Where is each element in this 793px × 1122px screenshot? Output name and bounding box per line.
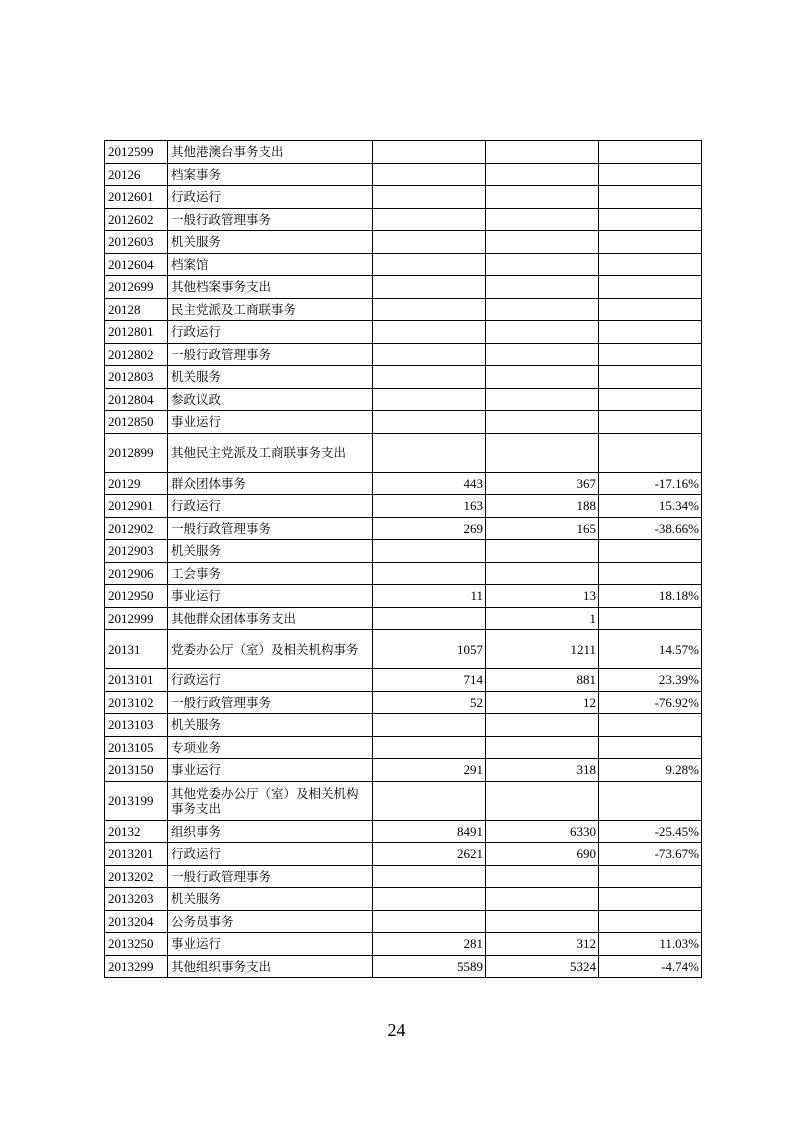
value-2020-cell — [486, 253, 599, 276]
value-2019-cell — [373, 781, 486, 820]
code-cell: 20131 — [105, 630, 168, 669]
name-cell: 其他民主党派及工商联事务支出 — [168, 433, 373, 472]
change-percent-cell — [599, 411, 702, 434]
value-2020-cell — [486, 343, 599, 366]
name-cell: 行政运行 — [168, 495, 373, 518]
name-cell: 档案馆 — [168, 253, 373, 276]
code-cell: 2013299 — [105, 955, 168, 978]
value-2020-cell — [486, 141, 599, 164]
table-row — [105, 433, 702, 472]
change-percent-cell — [599, 888, 702, 911]
code-cell: 2013105 — [105, 736, 168, 759]
code-cell: 2013201 — [105, 843, 168, 866]
change-percent-cell: -17.16% — [599, 472, 702, 495]
code-cell: 2012902 — [105, 517, 168, 540]
value-2020-cell: 367 — [486, 472, 599, 495]
name-cell: 一般行政管理事务 — [168, 691, 373, 714]
value-2019-cell — [373, 253, 486, 276]
name-cell: 事业运行 — [168, 585, 373, 608]
table-row — [105, 298, 702, 321]
change-percent-cell: -4.74% — [599, 955, 702, 978]
code-cell: 2012604 — [105, 253, 168, 276]
value-2019-cell — [373, 186, 486, 209]
value-2020-cell — [486, 562, 599, 585]
change-percent-cell — [599, 781, 702, 820]
change-percent-cell — [599, 321, 702, 344]
value-2020-cell — [486, 411, 599, 434]
table-row — [105, 388, 702, 411]
name-cell: 事业运行 — [168, 411, 373, 434]
value-2019-cell — [373, 208, 486, 231]
value-2019-cell: 269 — [373, 517, 486, 540]
table-row — [105, 691, 702, 714]
table-row — [105, 366, 702, 389]
value-2020-cell — [486, 781, 599, 820]
value-2019-cell: 8491 — [373, 820, 486, 843]
table-body — [105, 141, 702, 978]
code-cell: 2012901 — [105, 495, 168, 518]
change-percent-cell: 9.28% — [599, 759, 702, 782]
name-cell: 机关服务 — [168, 540, 373, 563]
name-cell: 机关服务 — [168, 714, 373, 737]
code-cell: 2012899 — [105, 433, 168, 472]
value-2019-cell: 163 — [373, 495, 486, 518]
value-2020-cell: 881 — [486, 669, 599, 692]
value-2019-cell: 443 — [373, 472, 486, 495]
code-cell: 2013199 — [105, 781, 168, 820]
code-cell: 20126 — [105, 163, 168, 186]
name-cell: 行政运行 — [168, 186, 373, 209]
table-row — [105, 163, 702, 186]
value-2019-cell — [373, 736, 486, 759]
value-2019-cell: 281 — [373, 933, 486, 956]
name-cell: 组织事务 — [168, 820, 373, 843]
name-cell: 行政运行 — [168, 843, 373, 866]
name-cell: 参政议政 — [168, 388, 373, 411]
code-cell: 2012906 — [105, 562, 168, 585]
value-2019-cell: 2621 — [373, 843, 486, 866]
name-cell: 事业运行 — [168, 933, 373, 956]
name-cell: 民主党派及工商联事务 — [168, 298, 373, 321]
change-percent-cell — [599, 388, 702, 411]
change-percent-cell: 23.39% — [599, 669, 702, 692]
name-cell: 其他档案事务支出 — [168, 276, 373, 299]
value-2019-cell: 714 — [373, 669, 486, 692]
change-percent-cell: -38.66% — [599, 517, 702, 540]
value-2020-cell — [486, 888, 599, 911]
change-percent-cell — [599, 714, 702, 737]
name-cell: 机关服务 — [168, 888, 373, 911]
table-row — [105, 343, 702, 366]
value-2020-cell: 165 — [486, 517, 599, 540]
table-row — [105, 208, 702, 231]
value-2019-cell: 5589 — [373, 955, 486, 978]
table-row — [105, 714, 702, 737]
code-cell: 20128 — [105, 298, 168, 321]
change-percent-cell — [599, 163, 702, 186]
value-2020-cell: 13 — [486, 585, 599, 608]
name-cell: 机关服务 — [168, 366, 373, 389]
change-percent-cell: 15.34% — [599, 495, 702, 518]
value-2019-cell — [373, 231, 486, 254]
value-2019-cell: 11 — [373, 585, 486, 608]
code-cell: 20132 — [105, 820, 168, 843]
change-percent-cell — [599, 562, 702, 585]
value-2019-cell — [373, 562, 486, 585]
code-cell: 2012804 — [105, 388, 168, 411]
value-2019-cell — [373, 141, 486, 164]
code-cell: 2012599 — [105, 141, 168, 164]
code-cell: 2012999 — [105, 607, 168, 630]
change-percent-cell: 18.18% — [599, 585, 702, 608]
value-2019-cell — [373, 276, 486, 299]
table-row — [105, 781, 702, 820]
table-row — [105, 955, 702, 978]
value-2019-cell — [373, 607, 486, 630]
table-row — [105, 933, 702, 956]
table-row — [105, 865, 702, 888]
name-cell: 工会事务 — [168, 562, 373, 585]
change-percent-cell — [599, 208, 702, 231]
table-row — [105, 562, 702, 585]
table-row — [105, 585, 702, 608]
change-percent-cell — [599, 343, 702, 366]
table-row — [105, 843, 702, 866]
name-cell: 行政运行 — [168, 321, 373, 344]
value-2019-cell — [373, 714, 486, 737]
table-row — [105, 276, 702, 299]
value-2019-cell — [373, 366, 486, 389]
name-cell: 群众团体事务 — [168, 472, 373, 495]
code-cell: 2013102 — [105, 691, 168, 714]
change-percent-cell — [599, 298, 702, 321]
value-2019-cell — [373, 910, 486, 933]
name-cell: 一般行政管理事务 — [168, 865, 373, 888]
value-2020-cell — [486, 910, 599, 933]
table-row — [105, 253, 702, 276]
value-2020-cell — [486, 163, 599, 186]
code-cell: 20129 — [105, 472, 168, 495]
table-row — [105, 910, 702, 933]
table-row — [105, 411, 702, 434]
table-row — [105, 888, 702, 911]
code-cell: 2013103 — [105, 714, 168, 737]
change-percent-cell: -76.92% — [599, 691, 702, 714]
code-cell: 2013101 — [105, 669, 168, 692]
table-row — [105, 607, 702, 630]
change-percent-cell: 14.57% — [599, 630, 702, 669]
table-row — [105, 669, 702, 692]
value-2019-cell — [373, 298, 486, 321]
code-cell: 2012801 — [105, 321, 168, 344]
code-cell: 2013204 — [105, 910, 168, 933]
table-row — [105, 141, 702, 164]
value-2020-cell — [486, 865, 599, 888]
name-cell: 党委办公厅（室）及相关机构事务 — [168, 630, 373, 669]
table-row — [105, 540, 702, 563]
value-2019-cell: 1057 — [373, 630, 486, 669]
table-row — [105, 495, 702, 518]
code-cell: 2012803 — [105, 366, 168, 389]
name-cell: 专项业务 — [168, 736, 373, 759]
value-2019-cell — [373, 388, 486, 411]
name-cell: 一般行政管理事务 — [168, 517, 373, 540]
table-row — [105, 321, 702, 344]
name-cell: 公务员事务 — [168, 910, 373, 933]
budget-table — [104, 140, 702, 978]
value-2020-cell: 5324 — [486, 955, 599, 978]
value-2019-cell — [373, 321, 486, 344]
table-row — [105, 630, 702, 669]
table-row — [105, 820, 702, 843]
value-2020-cell: 690 — [486, 843, 599, 866]
name-cell: 事业运行 — [168, 759, 373, 782]
value-2019-cell — [373, 343, 486, 366]
code-cell: 2012603 — [105, 231, 168, 254]
change-percent-cell: 11.03% — [599, 933, 702, 956]
name-cell: 一般行政管理事务 — [168, 208, 373, 231]
value-2020-cell: 318 — [486, 759, 599, 782]
code-cell: 2012903 — [105, 540, 168, 563]
name-cell: 其他港澳台事务支出 — [168, 141, 373, 164]
code-cell: 2012602 — [105, 208, 168, 231]
value-2019-cell — [373, 411, 486, 434]
value-2019-cell — [373, 865, 486, 888]
name-cell: 档案事务 — [168, 163, 373, 186]
page-number: 24 — [387, 1020, 406, 1040]
value-2020-cell: 12 — [486, 691, 599, 714]
value-2020-cell — [486, 298, 599, 321]
name-cell: 行政运行 — [168, 669, 373, 692]
table-row — [105, 736, 702, 759]
value-2019-cell — [373, 433, 486, 472]
value-2019-cell — [373, 540, 486, 563]
change-percent-cell — [599, 366, 702, 389]
change-percent-cell — [599, 433, 702, 472]
code-cell: 2013150 — [105, 759, 168, 782]
value-2020-cell — [486, 208, 599, 231]
value-2020-cell — [486, 276, 599, 299]
name-cell: 其他组织事务支出 — [168, 955, 373, 978]
code-cell: 2012802 — [105, 343, 168, 366]
value-2020-cell — [486, 736, 599, 759]
code-cell: 2013202 — [105, 865, 168, 888]
table-row — [105, 472, 702, 495]
code-cell: 2012950 — [105, 585, 168, 608]
name-cell: 一般行政管理事务 — [168, 343, 373, 366]
code-cell: 2012601 — [105, 186, 168, 209]
value-2020-cell — [486, 540, 599, 563]
name-cell: 机关服务 — [168, 231, 373, 254]
name-cell: 其他群众团体事务支出 — [168, 607, 373, 630]
value-2019-cell: 52 — [373, 691, 486, 714]
value-2020-cell — [486, 388, 599, 411]
name-cell: 其他党委办公厅（室）及相关机构事务支出 — [168, 781, 373, 820]
value-2020-cell: 188 — [486, 495, 599, 518]
change-percent-cell — [599, 253, 702, 276]
change-percent-cell — [599, 141, 702, 164]
value-2020-cell: 6330 — [486, 820, 599, 843]
code-cell: 2012850 — [105, 411, 168, 434]
code-cell: 2013203 — [105, 888, 168, 911]
change-percent-cell: -73.67% — [599, 843, 702, 866]
table-row — [105, 231, 702, 254]
change-percent-cell — [599, 865, 702, 888]
code-cell: 2012699 — [105, 276, 168, 299]
change-percent-cell: -25.45% — [599, 820, 702, 843]
value-2020-cell — [486, 231, 599, 254]
value-2019-cell — [373, 888, 486, 911]
value-2020-cell — [486, 321, 599, 344]
change-percent-cell — [599, 736, 702, 759]
value-2020-cell: 1 — [486, 607, 599, 630]
change-percent-cell — [599, 607, 702, 630]
table-row — [105, 186, 702, 209]
change-percent-cell — [599, 910, 702, 933]
table-row — [105, 759, 702, 782]
change-percent-cell — [599, 540, 702, 563]
value-2020-cell — [486, 714, 599, 737]
value-2020-cell: 1211 — [486, 630, 599, 669]
value-2019-cell — [373, 163, 486, 186]
value-2020-cell: 312 — [486, 933, 599, 956]
value-2020-cell — [486, 186, 599, 209]
change-percent-cell — [599, 276, 702, 299]
code-cell: 2013250 — [105, 933, 168, 956]
table-row — [105, 517, 702, 540]
change-percent-cell — [599, 186, 702, 209]
change-percent-cell — [599, 231, 702, 254]
value-2020-cell — [486, 366, 599, 389]
value-2020-cell — [486, 433, 599, 472]
value-2019-cell: 291 — [373, 759, 486, 782]
